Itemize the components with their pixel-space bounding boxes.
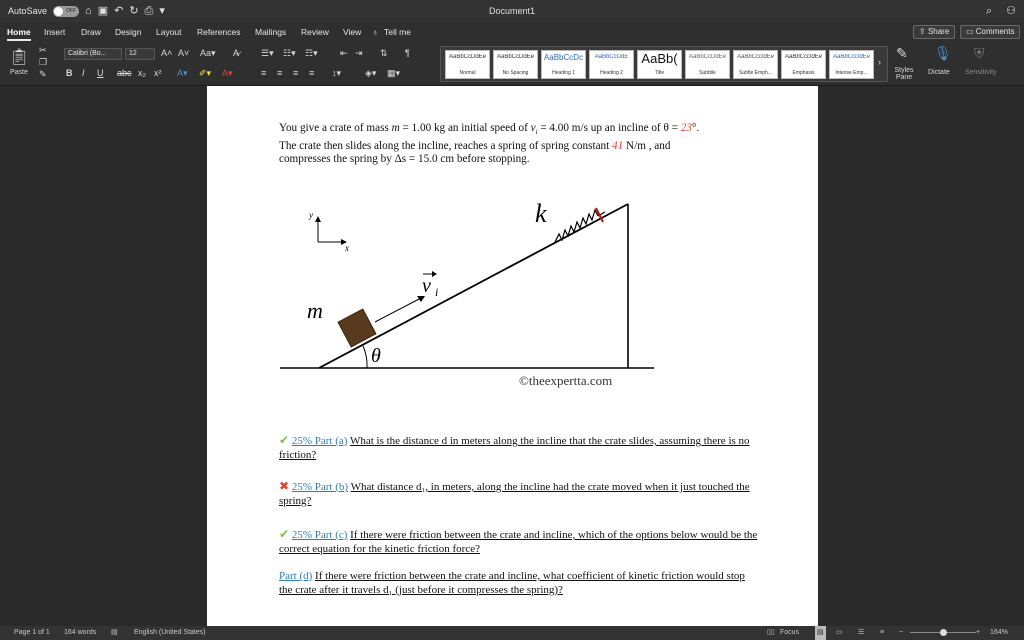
tab-insert[interactable]: Insert — [44, 27, 66, 37]
coordinate-axes — [315, 216, 347, 245]
cut-icon[interactable]: ✂ — [39, 45, 47, 55]
velocity-label: v — [422, 275, 431, 297]
styles-more-chevron-icon[interactable]: › — [878, 57, 881, 67]
shading-icon[interactable]: ◈▾ — [365, 68, 377, 78]
strikethrough-icon[interactable]: abc — [117, 68, 132, 78]
decrease-indent-icon[interactable]: ⇤ — [340, 48, 348, 58]
tab-view[interactable]: View — [343, 27, 362, 37]
problem-statement: You give a crate of mass m = 1.00 kg an initial speed of $v_i = 4.00$ m/s up an incline of θ = 23°. The crate then slides along the incline, reaches a spring of spring constant 41 N/m , and compresses the spring by Δs = 15.0 cm before stopping. — [279, 122, 700, 166]
watermark: ©theexpertta.com — [519, 373, 613, 388]
align-right-icon[interactable]: ≡ — [293, 68, 299, 78]
multilevel-list-icon[interactable]: ☶▾ — [305, 48, 318, 58]
subscript-icon[interactable]: x₂ — [138, 68, 146, 78]
title-bar — [0, 0, 1024, 22]
styles-pane-icon[interactable]: ✎ — [896, 45, 908, 61]
angle-value: 23 — [680, 122, 692, 134]
part-label[interactable]: Part (d) — [279, 570, 313, 582]
styles-gallery — [440, 46, 888, 82]
tab-review[interactable]: Review — [301, 27, 329, 37]
style-title[interactable]: AaBb( Title — [637, 50, 682, 79]
incline-surface — [319, 204, 628, 368]
style-heading-1[interactable]: AaBbCcDc Heading 1 — [541, 50, 586, 79]
paste-label: Paste — [10, 69, 28, 76]
style-intense-emphasis[interactable]: AaBbCcDdEe Intense Emp... — [829, 50, 874, 79]
part-a[interactable] — [279, 434, 759, 462]
numbering-icon[interactable]: ☷▾ — [283, 48, 296, 58]
share-icon: ⇪ — [919, 27, 928, 36]
style-emphasis[interactable]: AaBbCcDdEe Emphasis — [781, 50, 826, 79]
redo-icon[interactable]: ↻ — [129, 5, 139, 17]
zoom-in-icon[interactable]: + — [976, 629, 981, 636]
share-button[interactable]: ⇪ Share — [913, 25, 955, 39]
part-b[interactable] — [279, 480, 759, 508]
mass-label: m — [307, 298, 323, 323]
spring-constant-label: k — [535, 199, 547, 228]
web-layout-icon[interactable]: ▭ — [836, 629, 843, 636]
customize-toolbar-icon[interactable]: ▾ — [159, 5, 165, 17]
font-size-dropdown[interactable]: 12 — [125, 48, 155, 60]
axis-x-label: x — [345, 243, 349, 253]
part-d[interactable] — [279, 570, 759, 597]
styles-pane-label[interactable]: Styles Pane — [894, 67, 914, 81]
part-question[interactable]: If there were friction between the crate and incline, which of the options below would be the correct equation for the kinetic friction force? — [279, 529, 758, 555]
zoom-out-icon[interactable]: − — [899, 629, 904, 636]
autosave-label: AutoSave — [8, 6, 48, 16]
tab-references[interactable]: References — [197, 27, 241, 37]
align-left-icon[interactable]: ≡ — [261, 68, 267, 78]
part-label[interactable]: 25% Part (a) — [291, 435, 348, 447]
comment-icon: ▭ — [966, 27, 976, 36]
velocity-symbol: $v_i$ — [530, 122, 538, 137]
font-color-icon[interactable]: A▾ — [222, 68, 233, 78]
page-count[interactable]: Page 1 of 1 — [14, 629, 50, 636]
ribbon-tabs — [0, 22, 1024, 42]
shrink-font-icon[interactable]: A˅ — [178, 48, 190, 58]
superscript-icon[interactable]: x² — [154, 68, 162, 78]
document-page[interactable] — [207, 86, 818, 626]
mass-symbol: m — [391, 122, 400, 134]
text-effects-icon[interactable]: A▾ — [177, 68, 188, 78]
part-question[interactable]: What is the distance d in meters along the incline that the crate slides, assuming there is no friction? — [279, 435, 750, 461]
lightbulb-icon: ♁ — [372, 27, 379, 37]
dictate-label[interactable]: Dictate — [928, 69, 950, 76]
zoom-slider-thumb[interactable] — [940, 629, 947, 636]
word-count[interactable]: 164 words — [64, 629, 97, 636]
velocity-subscript: i — [435, 285, 439, 299]
spring-constant-value: 41 — [612, 139, 624, 152]
home-icon[interactable]: ⌂ — [85, 5, 92, 17]
align-center-icon[interactable]: ≡ — [277, 68, 283, 78]
copy-icon[interactable]: ❐ — [39, 57, 48, 67]
print-icon[interactable]: ⎙ — [144, 5, 154, 17]
incline-diagram — [267, 192, 667, 402]
document-title: Document1 — [488, 6, 536, 16]
x-icon: ✖ — [279, 479, 290, 493]
paste-icon[interactable]: 📋︎ — [9, 49, 30, 66]
underline-icon[interactable]: U — [97, 68, 104, 78]
undo-icon[interactable]: ↶ — [114, 5, 124, 17]
spring-coil — [555, 210, 598, 242]
format-painter-icon[interactable]: ✎ — [39, 69, 47, 79]
part-label[interactable]: 25% Part (b) — [291, 481, 349, 493]
language-indicator[interactable]: English (United States) — [134, 629, 206, 636]
grow-font-icon[interactable]: A˄ — [161, 48, 173, 58]
part-c[interactable] — [279, 528, 759, 556]
tab-draw[interactable]: Draw — [81, 27, 101, 37]
tell-me-search[interactable]: Tell me — [384, 27, 411, 37]
outline-icon[interactable]: ☰ — [858, 629, 865, 636]
style-no-spacing[interactable]: AaBbCcDdEe No Spacing — [493, 50, 538, 79]
microphone-icon[interactable]: 🎙︎ — [934, 45, 952, 61]
bold-icon[interactable]: B — [66, 68, 73, 78]
increase-indent-icon[interactable]: ⇥ — [355, 48, 363, 58]
status-bar — [0, 626, 1024, 640]
tab-design[interactable]: Design — [115, 27, 142, 37]
line-spacing-icon[interactable]: ↕▾ — [332, 68, 342, 78]
axis-y-label: y — [309, 210, 313, 220]
font-name-dropdown[interactable]: Calibri (Bo... — [64, 48, 122, 60]
style-subtitle[interactable]: AaBbCcDdEe Subtitle — [685, 50, 730, 79]
tab-home[interactable]: Home — [7, 22, 31, 42]
search-icon[interactable]: ⌕ — [985, 5, 993, 17]
part-question[interactable]: If there were friction between the crate and incline, what coefficient of kinetic friction would stop the crate after it travels d₁ (just before it compresses the spring)? — [279, 570, 745, 596]
borders-icon[interactable]: ▦▾ — [387, 68, 401, 78]
draft-icon[interactable]: ≡ — [880, 629, 885, 636]
comments-button[interactable]: ▭ Comments — [960, 25, 1020, 39]
account-icon[interactable]: ⚇ — [1006, 5, 1016, 17]
zoom-level[interactable]: 164% — [990, 629, 1008, 636]
style-subtle-emphasis[interactable]: AaBbCcDdEe Subtle Emph... — [733, 50, 778, 79]
clear-formatting-icon[interactable]: A̷ — [233, 48, 240, 58]
sensitivity-label[interactable]: Sensitivity — [965, 69, 997, 76]
autosave-toggle[interactable]: OFF — [53, 6, 79, 17]
highlight-icon[interactable]: ✐▾ — [199, 68, 212, 78]
part-question[interactable]: What distance d₁, in meters, along the incline had the crate moved when it just touched the spring? — [279, 481, 750, 507]
save-icon[interactable]: ▣ — [97, 5, 109, 17]
style-normal[interactable]: AaBbCcDdEe Normal — [445, 50, 490, 79]
part-label[interactable]: 25% Part (c) — [291, 529, 348, 541]
focus-icon[interactable]: ▯▯ — [767, 629, 775, 636]
bullets-icon[interactable]: ☰▾ — [261, 48, 274, 58]
check-icon: ✔ — [279, 433, 290, 447]
style-heading-2[interactable]: AaBbCcDdE Heading 2 — [589, 50, 634, 79]
change-case-icon[interactable]: Aa▾ — [200, 48, 216, 58]
home-ribbon — [0, 42, 1024, 86]
sensitivity-icon[interactable]: ⛨ — [974, 45, 985, 61]
theta-label: θ — [371, 345, 381, 367]
check-icon: ✔ — [279, 527, 290, 541]
pilcrow-icon[interactable]: ¶ — [405, 48, 410, 58]
tab-mailings[interactable]: Mailings — [255, 27, 287, 37]
tab-layout[interactable]: Layout — [156, 27, 182, 37]
angle-arc — [363, 346, 367, 368]
proofing-icon[interactable]: ▤ — [111, 629, 118, 636]
focus-button[interactable]: Focus — [780, 629, 800, 636]
print-layout-icon[interactable]: ▤ — [815, 626, 826, 640]
justify-icon[interactable]: ≡ — [309, 68, 315, 78]
sort-icon[interactable]: ⇅ — [380, 48, 388, 58]
italic-icon[interactable]: I — [82, 68, 85, 78]
